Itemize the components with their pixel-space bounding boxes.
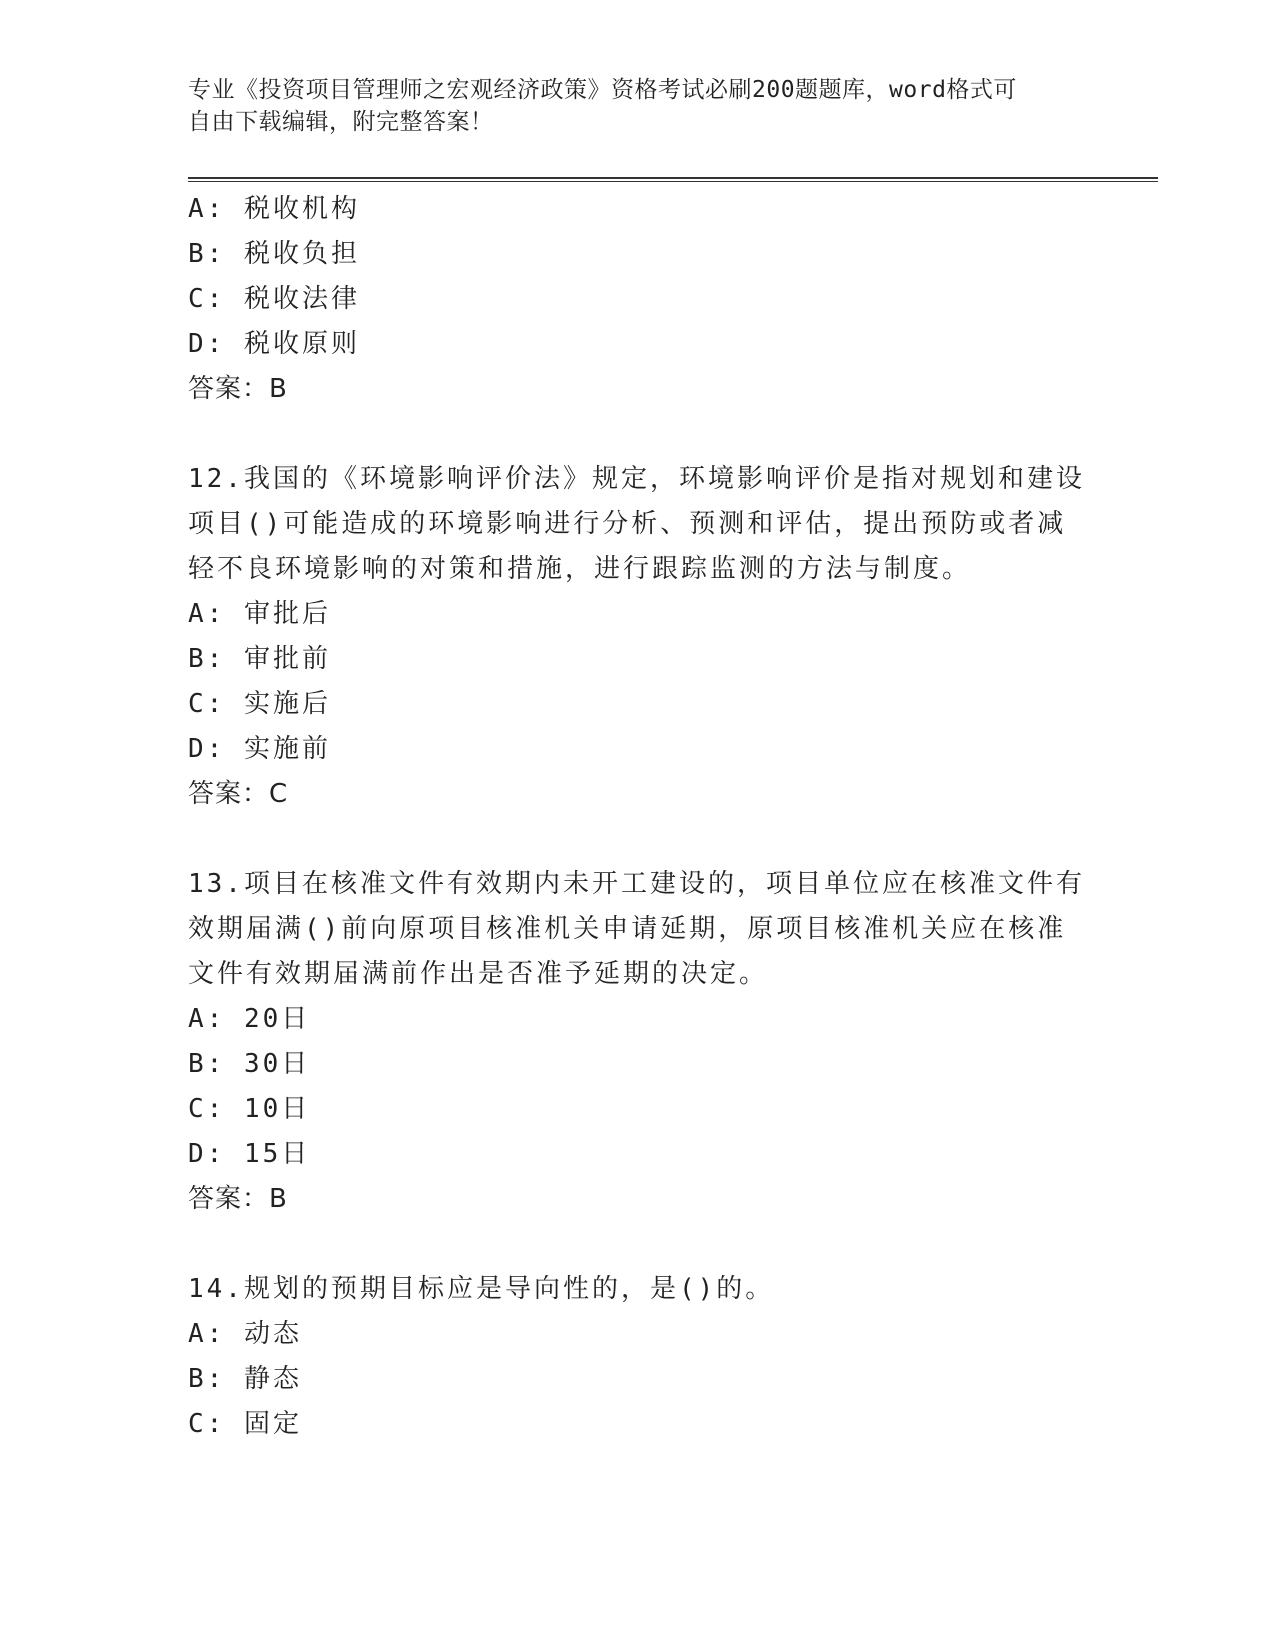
q12-option-b: B: 审批前 <box>188 644 331 674</box>
document-header <box>188 74 1078 138</box>
q14-option-b: B: 静态 <box>188 1364 302 1394</box>
q11-option-a: A: 税收机构 <box>188 194 360 224</box>
q13-stem-line-2: 效期届满()前向原项目核准机关申请延期，原项目核准机关应在核准 <box>188 914 1067 944</box>
q11-option-d: D: 税收原则 <box>188 329 360 359</box>
q12-stem-line-3: 轻不良环境影响的对策和措施，进行跟踪监测的方法与制度。 <box>188 554 972 584</box>
q12-stem-line-1: 12.我国的《环境影响评价法》规定，环境影响评价是指对规划和建设 <box>188 464 1085 494</box>
q14-option-c: C: 固定 <box>188 1409 302 1439</box>
header-line-2: 自由下载编辑，附完整答案！ <box>188 109 494 135</box>
q13-answer: 答案：B <box>188 1184 288 1214</box>
q11-option-b: B: 税收负担 <box>188 239 360 269</box>
q12-option-c: C: 实施后 <box>188 689 331 719</box>
q11-answer: 答案：B <box>188 374 288 404</box>
q14-option-a: A: 动态 <box>188 1319 302 1349</box>
q12-option-d: D: 实施前 <box>188 734 331 764</box>
q12-option-a: A: 审批后 <box>188 599 331 629</box>
header-line-1: 专业《投资项目管理师之宏观经济政策》资格考试必刷200题题库，word格式可 <box>188 77 1017 103</box>
q13-option-b: B: 30日 <box>188 1049 311 1079</box>
q13-stem-line-3: 文件有效期届满前作出是否准予延期的决定。 <box>188 959 769 989</box>
q13-stem-line-1: 13.项目在核准文件有效期内未开工建设的，项目单位应在核准文件有 <box>188 869 1085 899</box>
q14-stem-line-1: 14.规划的预期目标应是导向性的，是()的。 <box>188 1274 775 1304</box>
q11-option-c: C: 税收法律 <box>188 284 360 314</box>
q12-stem-line-2: 项目()可能造成的环境影响进行分析、预测和评估，提出预防或者减 <box>188 509 1067 539</box>
header-divider <box>188 177 1158 182</box>
q13-option-a: A: 20日 <box>188 1004 311 1034</box>
q13-option-c: C: 10日 <box>188 1094 311 1124</box>
q12-answer: 答案：C <box>188 779 289 809</box>
q13-option-d: D: 15日 <box>188 1139 311 1169</box>
